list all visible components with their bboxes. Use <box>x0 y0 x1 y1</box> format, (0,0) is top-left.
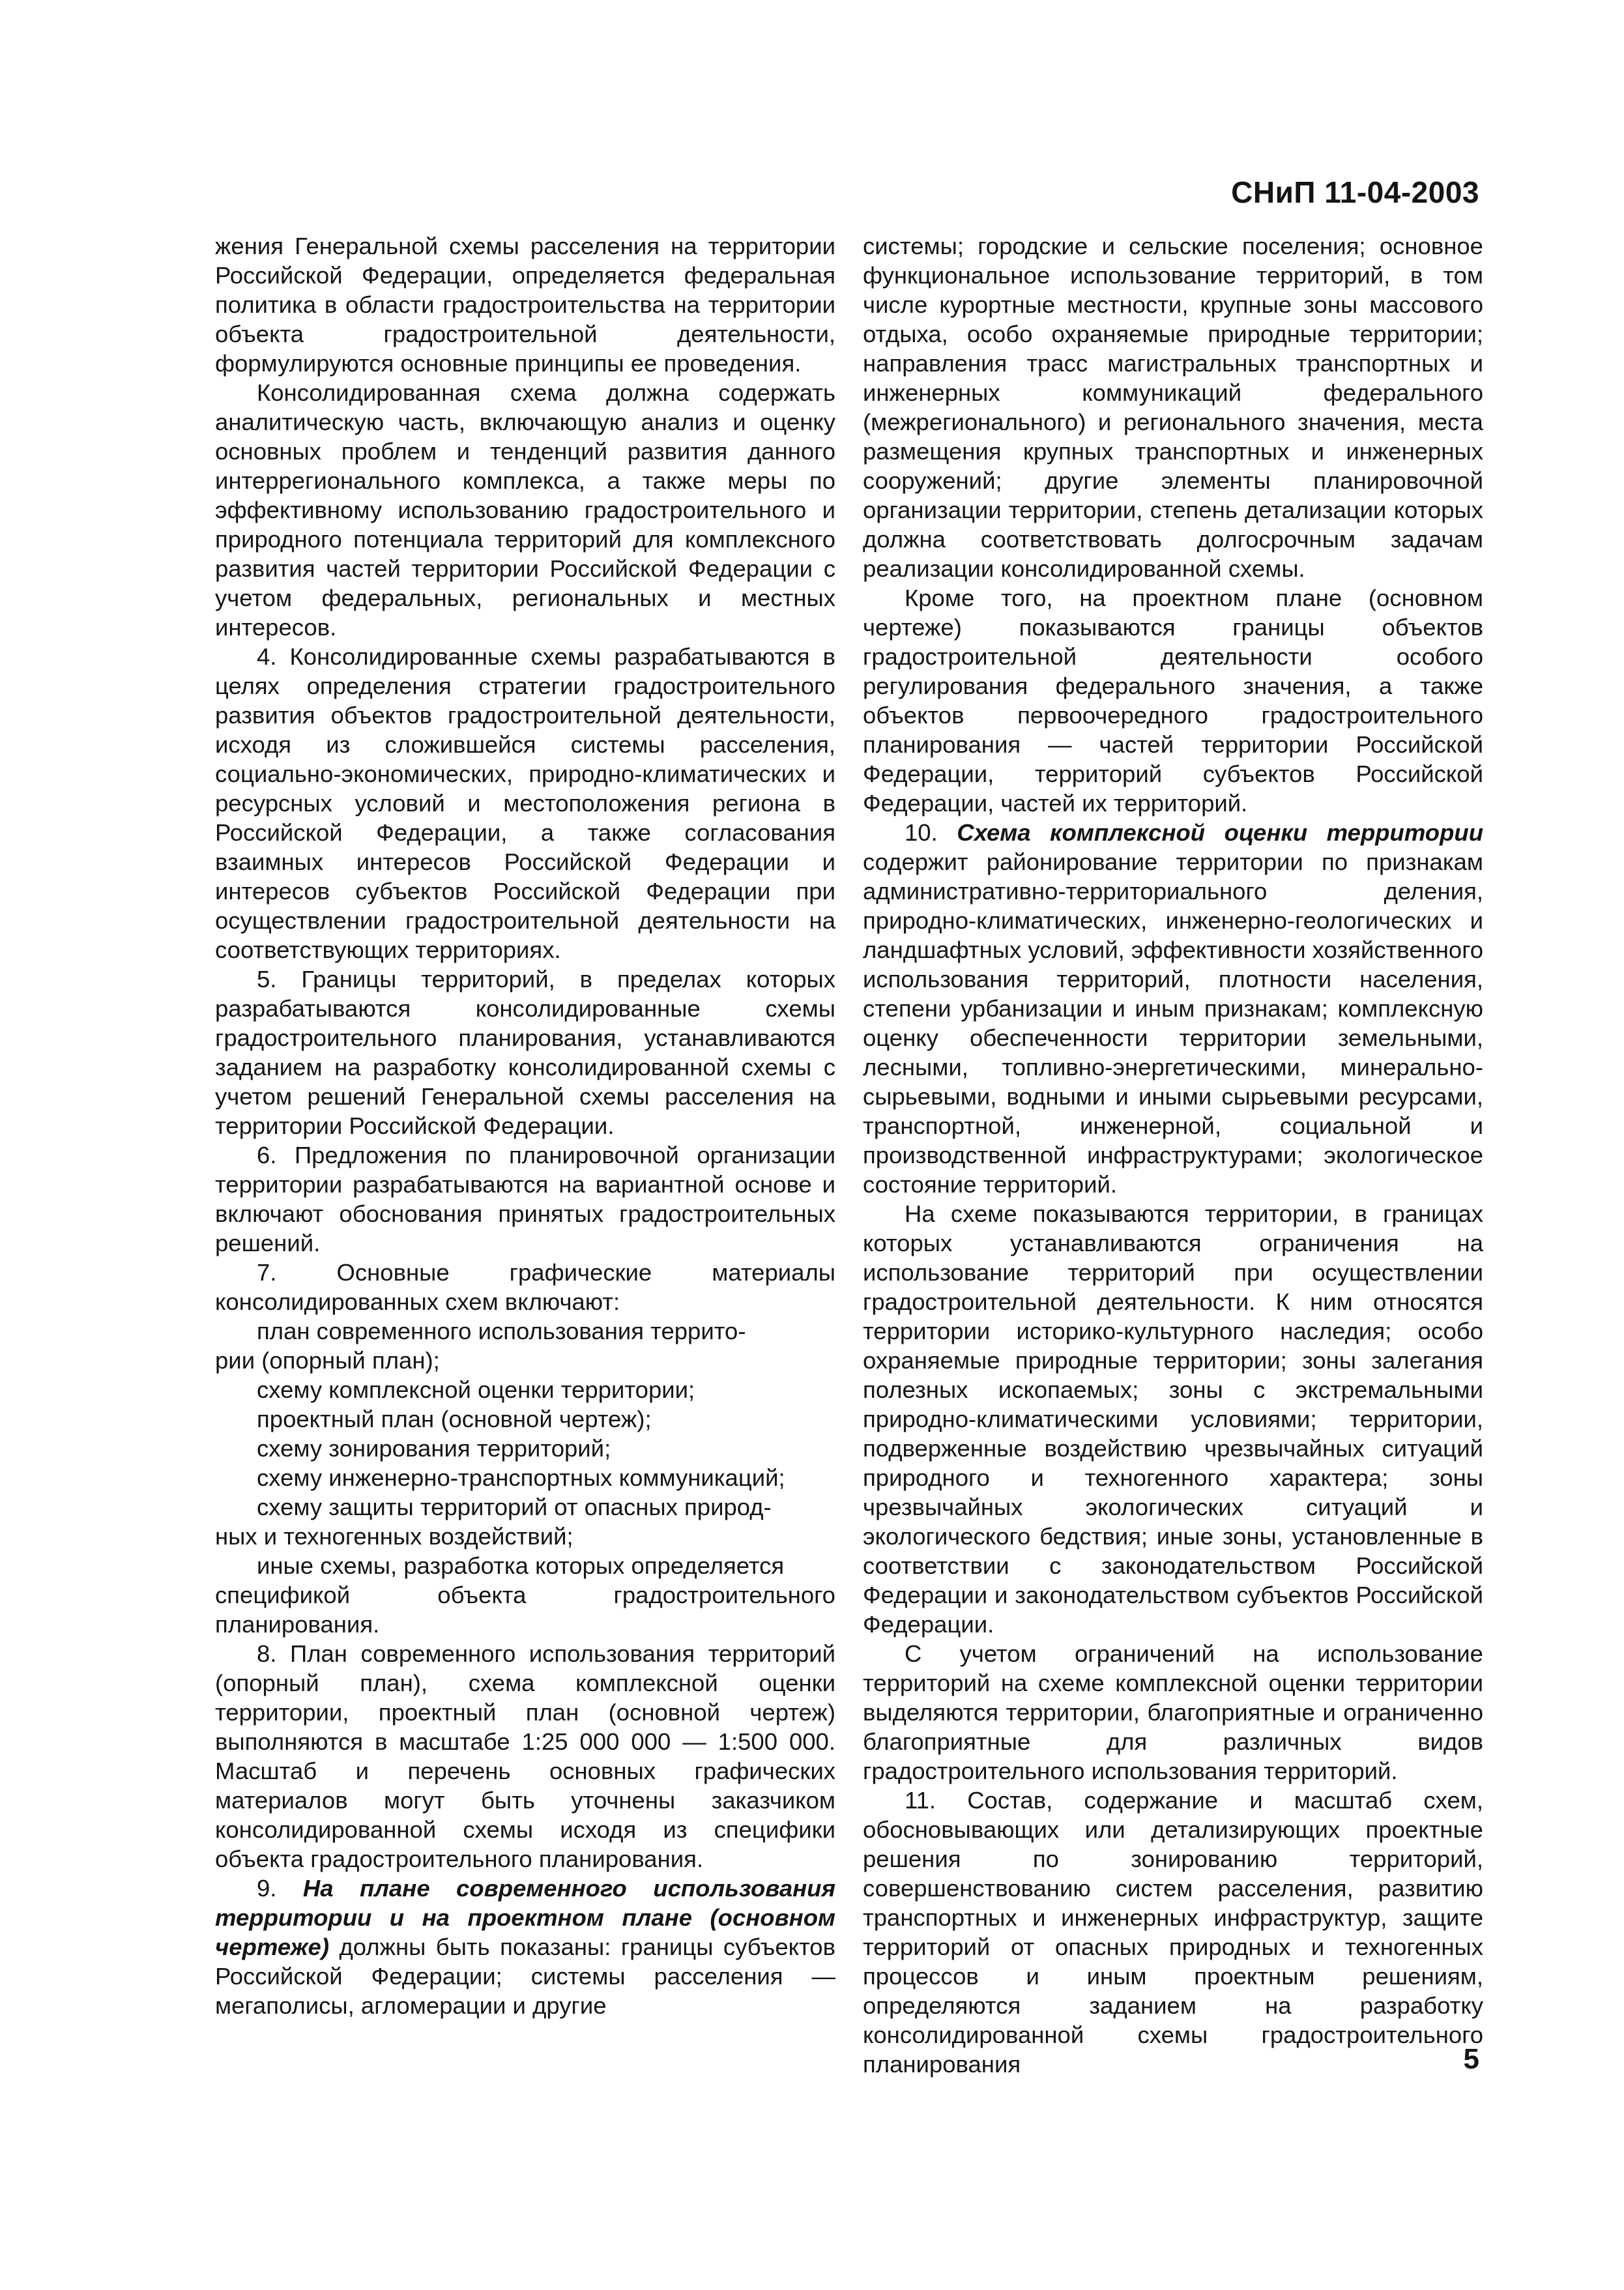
document-code-header: СНиП 11-04-2003 <box>1231 175 1479 209</box>
bold-italic-term: На плане современного использования территории и на проектном плане (основном чертеже) <box>215 1875 835 1960</box>
paragraph: Кроме того, на проектном плане (основном чертеже) показываются границы объектов градостроительной деятельности особого регулирования федерального значения, а также объектов первоочередного градостроительного планирования — частей территории Российской Федерации, территорий субъектов Российской Федерации, частей их территорий. <box>863 585 1483 817</box>
paragraph-item-10 <box>863 818 1483 1199</box>
paragraph-item-8: 8. План современного использования территорий (опорный план), схема комплексной оценки территории, проектный план (основной чертеж) выполняются в масштабе 1:25 000 000 — 1:500 000. Масштаб и перечень основных графических материалов могут быть уточнены заказчиком консолидированной схемы исходя из специфики объекта градостроительного планирования. <box>215 1640 835 1872</box>
paragraph: жения Генеральной схемы расселения на территории Российской Федерации, определяется федеральная политика в области градостроительства на территории объекта градостроительной деятельности, формулируются основные принципы ее проведения. <box>215 233 835 377</box>
list-item: схему защиты территорий от опасных природ- <box>257 1494 772 1520</box>
paragraph-item-5: 5. Границы территорий, в пределах которых разрабатываются консолидированные схемы градостроительного планирования, устанавливаются заданием на разработку консолидированной схемы с учетом решений Генеральной схемы расселения на территории Российской Федерации. <box>215 966 835 1139</box>
paragraph: С учетом ограничений на использование территорий на схеме комплексной оценки территории выделяются территории, благоприятные и ограниченно благоприятные для различных видов градостроительного использования территорий. <box>863 1640 1483 1784</box>
paragraph-item-9 <box>215 1874 835 2020</box>
item-number: 10. <box>905 819 957 846</box>
paragraph-item-7: 7. Основные графические материалы консолидированных схем включают: <box>215 1259 835 1315</box>
paragraph: Консолидированная схема должна содержать аналитическую часть, включающую анализ и оценку основных проблем и тенденций развития данного интеррегионального комплекса, а также меры по эффективному использованию градостроительного и природного потенциала территорий для комплексного развития частей территории Российской Федерации с учетом федеральных, региональных и местных интересов. <box>215 379 835 641</box>
list-item: схему комплексной оценки территории; <box>257 1376 695 1403</box>
left-column <box>215 231 835 2020</box>
list-item-continuation: ных и техногенных воздействий; <box>215 1523 573 1550</box>
list-item: проектный план (основной чертеж); <box>257 1406 652 1432</box>
list-item: иные схемы, разработка которых определяется <box>257 1552 785 1579</box>
paragraph-item-11: 11. Состав, содержание и масштаб схем, обосновывающих или детализирующих проектные решения по зонированию территорий, совершенствованию систем расселения, развитию транспортных и инженерных инфраструктур, защите территорий от опасных природных и техногенных процессов и иным проектным решениям, определяются заданием на разработку консолидированной схемы градостроительного планирования <box>863 1787 1483 2078</box>
paragraph-text: должны быть показаны: границы субъектов Российской Федерации; системы расселения — мегаполисы, агломерации и другие <box>215 1934 835 2019</box>
list-item-continuation: спецификой объекта градостроительного планирования. <box>215 1582 835 1638</box>
page-number: 5 <box>1463 2043 1479 2075</box>
list-item: план современного использования террито- <box>257 1318 746 1344</box>
paragraph-text: содержит районирование территории по признакам административно-территориального деления, природно-климатических, инженерно-геологических и ландшафтных условий, эффективности хозяйственного использования территорий, плотности населения, степени урбанизации и иным признакам; комплексную оценку обеспеченности территории земельными, лесными, топливно-энергетическими, минерально-сырьевыми, водными и иными сырьевыми ресурсами, транспортной, инженерной, социальной и производственной инфраструктурами; экологическое состояние территорий. <box>863 848 1484 1198</box>
list-item-continuation: рии (опорный план); <box>215 1347 440 1374</box>
paragraph: системы; городские и сельские поселения; основное функциональное использование территорий, в том числе курортные местности, крупные зоны массового отдыха, особо охраняемые природные территории; направления трасс магистральных транспортных и инженерных коммуникаций федерального (межрегионального) и регионального значения, места размещения крупных транспортных и инженерных сооружений; другие элементы планировочной организации территории, степень детализации которых должна соответствовать долгосрочным задачам реализации консолидированной схемы. <box>863 233 1483 582</box>
paragraph: На схеме показываются территории, в границах которых устанавливаются ограничения на использование территорий при осуществлении градостроительной деятельности. К ним относятся территории историко-культурного наследия; особо охраняемые природные территории; зоны залегания полезных ископаемых; зоны с экстремальными природно-климатическими условиями; территории, подверженные воздействию чрезвычайных ситуаций природного и техногенного характера; зоны чрезвычайных экологических ситуаций и экологического бедствия; иные зоны, установленные в соответствии с законодательством Российской Федерации и законодательством субъектов Российской Федерации. <box>863 1200 1483 1638</box>
list-item: схему инженерно-транспортных коммуникаций; <box>257 1464 785 1491</box>
item-number: 9. <box>257 1875 303 1902</box>
right-column <box>863 231 1483 2079</box>
paragraph-item-6: 6. Предложения по планировочной организации территории разрабатываются на вариантной основе и включают обоснования принятых градостроительных решений. <box>215 1142 835 1256</box>
paragraph-item-4: 4. Консолидированные схемы разрабатываются в целях определения стратегии градостроительного развития объектов градостроительной деятельности, исходя из сложившейся системы расселения, социально-экономических, природно-климатических и ресурсных условий и местоположения региона в Российской Федерации, а также согласования взаимных интересов Российской Федерации и интересов субъектов Российской Федерации при осуществлении градостроительной деятельности на соответствующих территориях. <box>215 643 835 963</box>
list-item: схему зонирования территорий; <box>257 1435 611 1462</box>
bold-italic-term: Схема комплексной оценки территории <box>957 819 1483 846</box>
